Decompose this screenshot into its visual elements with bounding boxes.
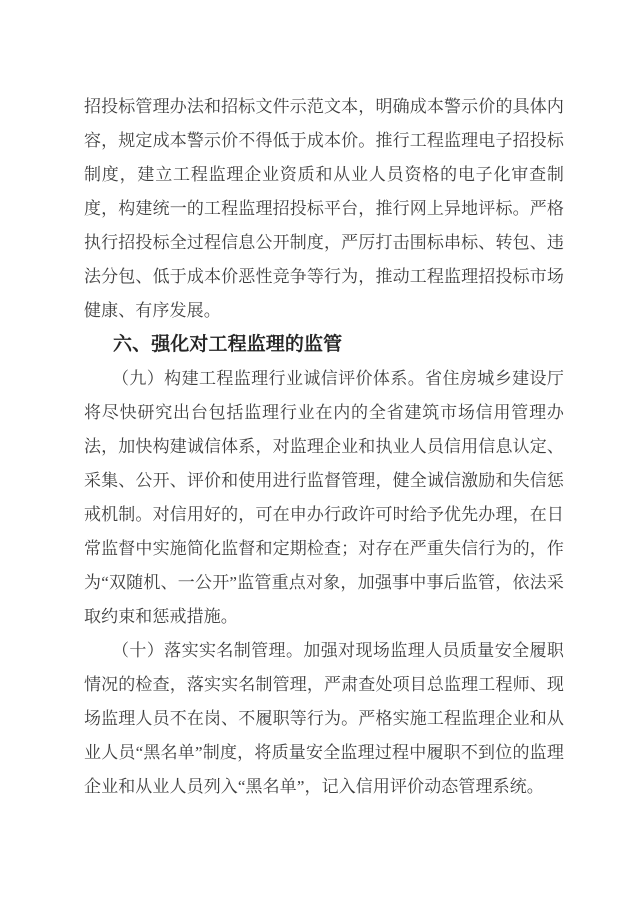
paragraph-bidding-continuation: 招投标管理办法和招标文件示范文本，明确成本警示价的具体内容，规定成本警示价不得低于成本价。推行工程监理电子招投标制度，建立工程监理企业资质和从业人员资格的电子化审查制度，构建统一的工程监理招投标平台，推行网上异地评标。严格执行招投标全过程信息公开制度，严厉打击围标串标、转包、违法分包、低于成本价恶性竞争等行为，推动工程监理招投标市场健康、有序发展。 <box>84 97 564 320</box>
paragraph-item-ten-real-name-management: （十）落实实名制管理。加强对现场监理人员质量安全履职情况的检查，落实实名制管理，严肃查处项目总监理工程师、现场监理人员不在岗、不履职等行为。严格实施工程监理企业和从业人员“黑名单”制度，将质量安全监理过程中履职不到位的监理企业和从业人员列入“黑名单”，记入信用评价动态管理系统。 <box>84 641 564 796</box>
document-body <box>84 90 564 804</box>
paragraph-item-nine-credit-system: （九）构建工程监理行业诚信评价体系。省住房城乡建设厅将尽快研究出台包括监理行业在内的全省建筑市场信用管理办法，加快构建诚信体系，对监理企业和执业人员信用信息认定、采集、公开、评价和使用进行监督管理，健全诚信激励和失信惩戒机制。对信用好的，可在申办行政许可时给予优先办理，在日常监督中实施简化监督和定期检查；对存在严重失信行为的，作为“双随机、一公开”监管重点对象，加强事中事后监管，依法采取约束和惩戒措施。 <box>84 369 564 626</box>
section-heading-six: 六、强化对工程监理的监管 <box>113 334 343 355</box>
